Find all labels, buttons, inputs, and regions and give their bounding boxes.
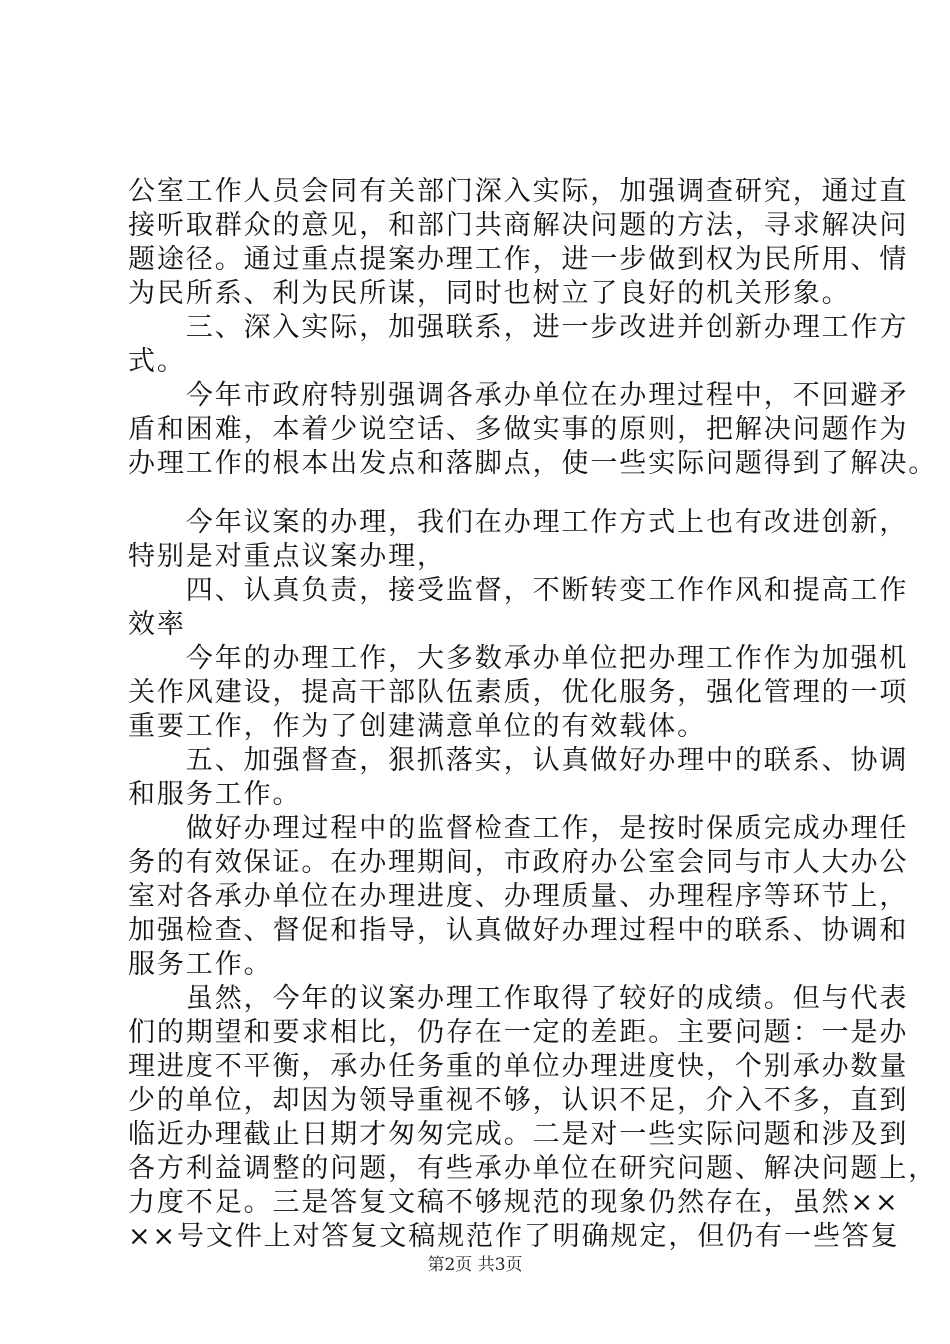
body-line: 务的有效保证。在办理期间，市政府办公室会同与市人大办公 <box>128 847 909 878</box>
body-line: 今年市政府特别强调各承办单位在办理过程中，不回避矛 <box>128 380 909 411</box>
section-heading-line: 四、认真负责，接受监督，不断转变工作作风和提高工作 <box>128 575 909 606</box>
body-line: ××号文件上对答复文稿规范作了明确规定，但仍有一些答复 <box>128 1221 900 1252</box>
body-line: 关作风建设，提高干部队伍素质，优化服务，强化管理的一项 <box>128 677 909 708</box>
body-line: 办理工作的根本出发点和落脚点，使一些实际问题得到了解决。 <box>128 448 938 479</box>
section-heading-line: 效率 <box>128 609 186 640</box>
section-heading-line: 三、深入实际，加强联系，进一步改进并创新办理工作方 <box>128 312 909 343</box>
body-line: 虽然，今年的议案办理工作取得了较好的成绩。但与代表 <box>128 983 909 1014</box>
body-line: 室对各承办单位在办理进度、办理质量、办理程序等环节上， <box>128 881 909 912</box>
body-line: 盾和困难，本着少说空话、多做实事的原则，把解决问题作为 <box>128 414 909 445</box>
body-line: 加强检查、督促和指导，认真做好办理过程中的联系、协调和 <box>128 915 909 946</box>
body-line: 特别是对重点议案办理， <box>128 541 446 572</box>
body-line: 临近办理截止日期才匆匆完成。二是对一些实际问题和涉及到 <box>128 1119 909 1150</box>
body-line: 题途径。通过重点提案办理工作，进一步做到权为民所用、情 <box>128 244 909 275</box>
section-heading-line: 和服务工作。 <box>128 779 302 810</box>
body-line: 力度不足。三是答复文稿不够规范的现象仍然存在，虽然×× <box>128 1187 900 1218</box>
body-line: 理进度不平衡，承办任务重的单位办理进度快，个别承办数量 <box>128 1051 909 1082</box>
body-line: 公室工作人员会同有关部门深入实际，加强调查研究，通过直 <box>128 176 909 207</box>
body-line: 服务工作。 <box>128 949 273 980</box>
body-line: 接听取群众的意见，和部门共商解决问题的方法，寻求解决问 <box>128 210 909 241</box>
body-line: 做好办理过程中的监督检查工作，是按时保质完成办理任 <box>128 813 909 844</box>
body-line: 今年议案的办理，我们在办理工作方式上也有改进创新， <box>128 507 909 538</box>
body-line: 各方利益调整的问题，有些承办单位在研究问题、解决问题上， <box>128 1153 938 1184</box>
section-heading-line: 式。 <box>128 346 186 377</box>
body-line: 少的单位，却因为领导重视不够，认识不足，介入不多，直到 <box>128 1085 909 1116</box>
body-line: 为民所系、利为民所谋，同时也树立了良好的机关形象。 <box>128 278 851 309</box>
body-line: 重要工作，作为了创建满意单位的有效载体。 <box>128 711 706 742</box>
page-number-footer: 第2页 共3页 <box>427 1255 523 1275</box>
body-line: 们的期望和要求相比，仍存在一定的差距。主要问题：一是办 <box>128 1017 909 1048</box>
body-line: 今年的办理工作，大多数承办单位把办理工作作为加强机 <box>128 643 909 674</box>
section-heading-line: 五、加强督查，狠抓落实，认真做好办理中的联系、协调 <box>128 745 909 776</box>
